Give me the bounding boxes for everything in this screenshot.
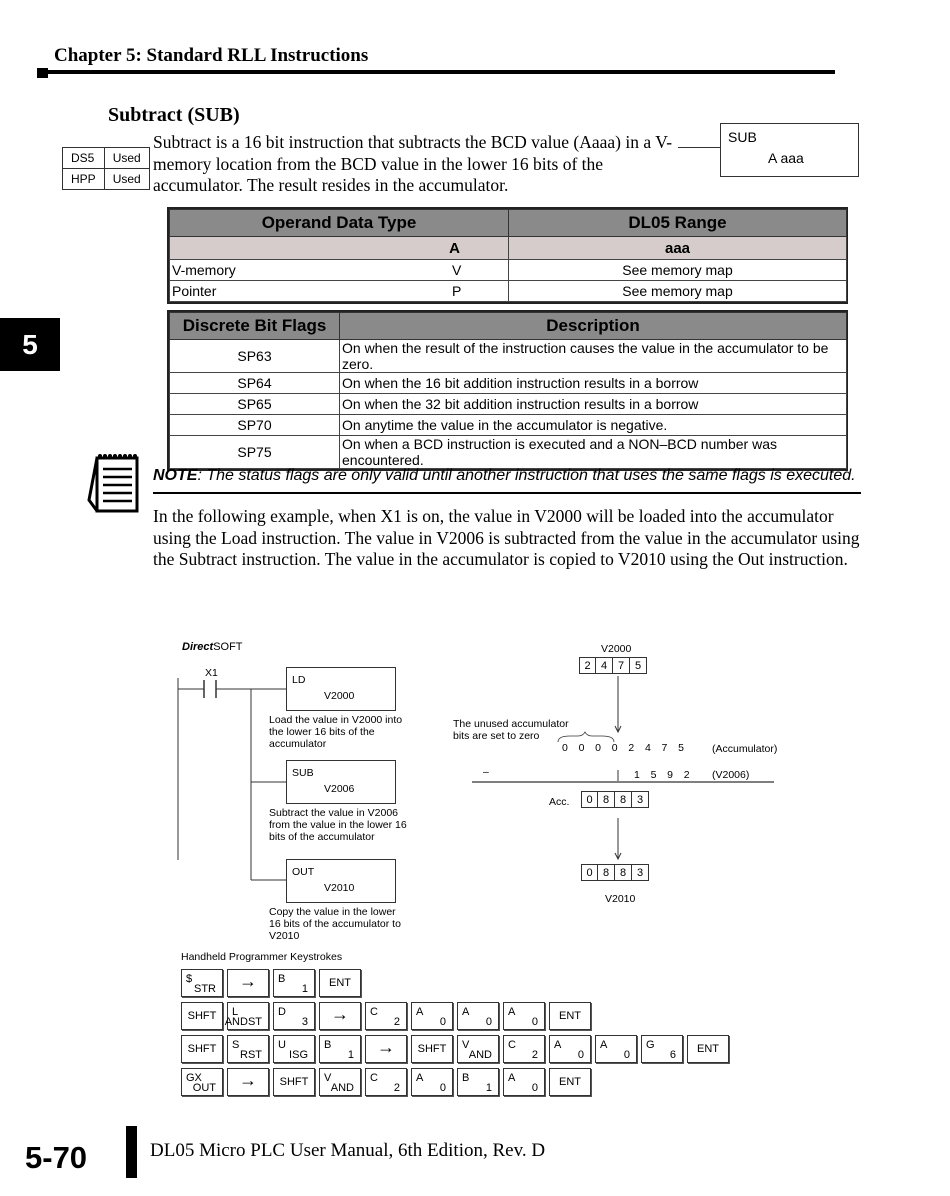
key-bottom-label: 2 [393, 1016, 400, 1028]
key-top-label: B [462, 1072, 470, 1084]
v2000-label: V2000 [601, 643, 632, 655]
operand-subheader-a: A [170, 237, 509, 260]
operand-type: Pointer [172, 283, 217, 299]
operand-table [167, 207, 848, 304]
key-bottom-label: 0 [439, 1016, 446, 1028]
ld-box [286, 667, 396, 711]
keystroke-key [595, 1035, 637, 1063]
compat-status: Used [104, 148, 149, 169]
minus-sign: – [483, 766, 489, 778]
sub-name: SUB [292, 767, 314, 779]
key-bottom-label: OUT [192, 1082, 216, 1094]
ladder-rungs [170, 660, 300, 890]
operand-header-type: Operand Data Type [170, 210, 509, 237]
key-bottom-label: 1 [347, 1049, 354, 1061]
keystroke-key [411, 1035, 453, 1063]
out-name: OUT [292, 866, 315, 878]
flag-desc: On when a BCD instruction is executed and a NON–BCD number was encountered. [340, 436, 847, 469]
key-top-label: V [462, 1039, 470, 1051]
key-bottom-label: RST [240, 1049, 262, 1061]
flags-header-flag: Discrete Bit Flags [170, 313, 340, 340]
key-top-label: S [232, 1039, 240, 1051]
keystroke-key [181, 1002, 223, 1030]
key-label: ENT [559, 1010, 581, 1022]
keystroke-key [503, 1068, 545, 1096]
v2000-cells [579, 657, 647, 674]
header-mark [37, 68, 48, 78]
key-bottom-label: 0 [577, 1049, 584, 1061]
instruction-operand: A aaa [768, 150, 804, 166]
keystroke-key [181, 1068, 223, 1096]
flag-id: SP64 [170, 373, 340, 394]
key-bottom-label: 2 [393, 1082, 400, 1094]
key-bottom-label: AND [468, 1049, 492, 1061]
compat-model: HPP [63, 169, 105, 190]
keystroke-key [319, 969, 361, 997]
out-caption: Copy the value in the lower 16 bits of the accumulator to V2010 [269, 906, 401, 942]
operand-range: See memory map [509, 260, 847, 281]
keystroke-key [319, 1068, 361, 1096]
flag-row [170, 415, 847, 436]
keystroke-key [319, 1035, 361, 1063]
flag-id: SP63 [170, 340, 340, 373]
digit-cell: 8 [615, 791, 632, 808]
sub-operand: V2006 [324, 783, 355, 795]
key-bottom-label: AND [330, 1082, 354, 1094]
key-top-label: A [416, 1006, 424, 1018]
digit-cell: 5 [630, 657, 647, 674]
digit-cell: 8 [615, 864, 632, 881]
keystroke-key [227, 969, 269, 997]
digit-cell: 0 [581, 791, 598, 808]
flag-row [170, 436, 847, 469]
instruction-box [720, 123, 859, 177]
key-label: ENT [697, 1043, 719, 1055]
keystroke-key [273, 1068, 315, 1096]
flag-id: SP75 [170, 436, 340, 469]
operand-row [170, 260, 847, 281]
digit-cell: 3 [632, 791, 649, 808]
key-top-label: A [600, 1039, 608, 1051]
sub-caption: Subtract the value in V2006 from the value in the lower 16 bits of the accumulator [269, 807, 407, 843]
key-bottom-label: ISG [289, 1049, 308, 1061]
v2006-digits: 1 5 9 2 [634, 769, 691, 781]
connector-line [678, 147, 720, 148]
flag-desc: On anytime the value in the accumulator is negative. [340, 415, 847, 436]
key-bottom-label: 0 [485, 1016, 492, 1028]
keystroke-key [319, 1002, 361, 1030]
note [153, 467, 863, 485]
keystroke-key [227, 1035, 269, 1063]
arrow-key-label: → [239, 1070, 257, 1090]
keystroke-key [365, 1035, 407, 1063]
key-bottom-label: 1 [485, 1082, 492, 1094]
arrow-key-label: → [239, 971, 257, 991]
key-bottom-label: 3 [301, 1016, 308, 1028]
key-bottom-label: 0 [623, 1049, 630, 1061]
header-rule [44, 70, 835, 74]
keystroke-key [549, 1002, 591, 1030]
operand-code: V [452, 262, 462, 278]
key-top-label: L [232, 1006, 239, 1018]
footer-bar [126, 1126, 137, 1178]
chapter-title: Chapter 5: Standard RLL Instructions [54, 45, 369, 66]
arrow-key-label: → [331, 1004, 349, 1024]
key-top-label: GX [186, 1072, 202, 1084]
key-bottom-label: STR [194, 983, 216, 995]
key-top-label: C [370, 1072, 378, 1084]
digit-cell: 3 [632, 864, 649, 881]
keystroke-key [457, 1035, 499, 1063]
operand-header-range: DL05 Range [509, 210, 847, 237]
digit-cell: 4 [596, 657, 613, 674]
ld-name: LD [292, 674, 306, 686]
intro-paragraph: Subtract is a 16 bit instruction that subtracts the BCD value (Aaaa) in a V-memory location from the BCD value in the lower 16 bits of the accumulator. The result resides in the accumulator. [153, 132, 673, 195]
key-top-label: A [508, 1072, 516, 1084]
flag-row [170, 373, 847, 394]
keystroke-key [181, 969, 223, 997]
page-number: 5-70 [25, 1140, 88, 1175]
flag-row [170, 340, 847, 373]
out-box [286, 859, 396, 903]
key-top-label: A [554, 1039, 562, 1051]
operand-row [170, 281, 847, 302]
key-label: ENT [329, 977, 351, 989]
digit-cell: 7 [613, 657, 630, 674]
unused-bits-note: The unused accumulator bits are set to zero [453, 718, 569, 742]
key-bottom-label: 0 [439, 1082, 446, 1094]
flag-id: SP65 [170, 394, 340, 415]
keystroke-key [224, 1002, 269, 1030]
compat-row [63, 169, 150, 190]
key-label: SHFT [187, 1010, 217, 1022]
key-top-label: B [278, 973, 286, 985]
key-top-label: C [370, 1006, 378, 1018]
digit-cell: 2 [579, 657, 596, 674]
compatibility-table [62, 147, 150, 190]
key-bottom-label: 2 [531, 1049, 538, 1061]
accumulator-label: (Accumulator) [712, 743, 778, 755]
flags-header-desc: Description [340, 313, 847, 340]
key-top-label: U [278, 1039, 286, 1051]
chapter-tab: 5 [0, 318, 60, 371]
brand-rest: SOFT [213, 641, 243, 653]
operand-range: See memory map [509, 281, 847, 302]
keystrokes-title: Handheld Programmer Keystrokes [181, 951, 343, 963]
compat-row [63, 148, 150, 169]
out-operand: V2010 [324, 882, 355, 894]
keystroke-key [641, 1035, 683, 1063]
section-title: Subtract (SUB) [108, 104, 240, 126]
note-rule [153, 492, 861, 494]
key-top-label: B [324, 1039, 332, 1051]
accumulator-digits: 0 0 0 0 2 4 7 5 [562, 742, 685, 754]
keystroke-key [181, 1035, 223, 1063]
key-top-label: D [278, 1006, 286, 1018]
key-bottom-label: ANDST [224, 1016, 262, 1028]
acc-label: Acc. [549, 796, 570, 808]
flag-desc: On when the result of the instruction causes the value in the accumulator to be zero. [340, 340, 847, 373]
keystroke-key [549, 1068, 591, 1096]
flag-row [170, 394, 847, 415]
key-top-label: C [508, 1039, 516, 1051]
key-top-label: A [416, 1072, 424, 1084]
keystroke-key [365, 1068, 407, 1096]
footer-title: DL05 Micro PLC User Manual, 6th Edition, Rev. D [150, 1140, 546, 1161]
instruction-name: SUB [728, 129, 757, 145]
keystroke-key [549, 1035, 591, 1063]
keystroke-key [457, 1068, 499, 1096]
operand-code: P [452, 283, 462, 299]
note-label: NOTE [153, 467, 198, 484]
operand-subheader-aaa: aaa [509, 237, 847, 260]
key-top-label: $ [186, 973, 193, 985]
key-label: SHFT [279, 1076, 309, 1088]
keystroke-key [411, 1002, 453, 1030]
key-label: SHFT [417, 1043, 447, 1055]
compat-model: DS5 [63, 148, 105, 169]
sub-box [286, 760, 396, 804]
flags-table [167, 310, 848, 471]
compat-status: Used [104, 169, 149, 190]
key-top-label: A [508, 1006, 516, 1018]
keystroke-key [503, 1002, 545, 1030]
contact-label: X1 [205, 667, 218, 679]
key-top-label: G [646, 1039, 655, 1051]
key-label: ENT [559, 1076, 581, 1088]
notepad-icon [86, 452, 140, 514]
note-text: : The status flags are only valid until another instruction that uses the same flags is executed. [197, 467, 856, 484]
ld-operand: V2000 [324, 690, 355, 702]
key-top-label: A [462, 1006, 470, 1018]
flag-id: SP70 [170, 415, 340, 436]
brand-italic: Direct [182, 641, 214, 653]
key-label: SHFT [187, 1043, 217, 1055]
example-paragraph: In the following example, when X1 is on, the value in V2000 will be loaded into the accumulator using the Load instruction. The value in V2006 is subtracted from the value in the accumulator using the Subtract instruction. The value in the accumulator is copied to V2010 using the Out instruction. [153, 506, 860, 569]
keystroke-key [273, 1035, 315, 1063]
keystroke-key [457, 1002, 499, 1030]
keystroke-key [411, 1068, 453, 1096]
key-bottom-label: 1 [301, 983, 308, 995]
keystroke-key [365, 1002, 407, 1030]
key-bottom-label: 6 [669, 1049, 676, 1061]
flag-desc: On when the 32 bit addition instruction results in a borrow [340, 394, 847, 415]
keystroke-key [273, 969, 315, 997]
flag-desc: On when the 16 bit addition instruction results in a borrow [340, 373, 847, 394]
key-bottom-label: 0 [531, 1016, 538, 1028]
result-cells [581, 791, 649, 808]
key-bottom-label: 0 [531, 1082, 538, 1094]
keystroke-key [273, 1002, 315, 1030]
v2006-label: (V2006) [712, 769, 750, 781]
directsoft-label [182, 641, 243, 653]
keystroke-key [227, 1068, 269, 1096]
v2010-label: V2010 [605, 893, 636, 905]
digit-cell: 0 [581, 864, 598, 881]
keystroke-key [687, 1035, 729, 1063]
operand-type: V-memory [172, 262, 236, 278]
digit-cell: 8 [598, 791, 615, 808]
arrow-key-label: → [377, 1037, 395, 1057]
v2010-cells [581, 864, 649, 881]
key-top-label: V [324, 1072, 332, 1084]
ld-caption: Load the value in V2000 into the lower 16 bits of the accumulator [269, 714, 403, 750]
keystroke-key [503, 1035, 545, 1063]
digit-cell: 8 [598, 864, 615, 881]
